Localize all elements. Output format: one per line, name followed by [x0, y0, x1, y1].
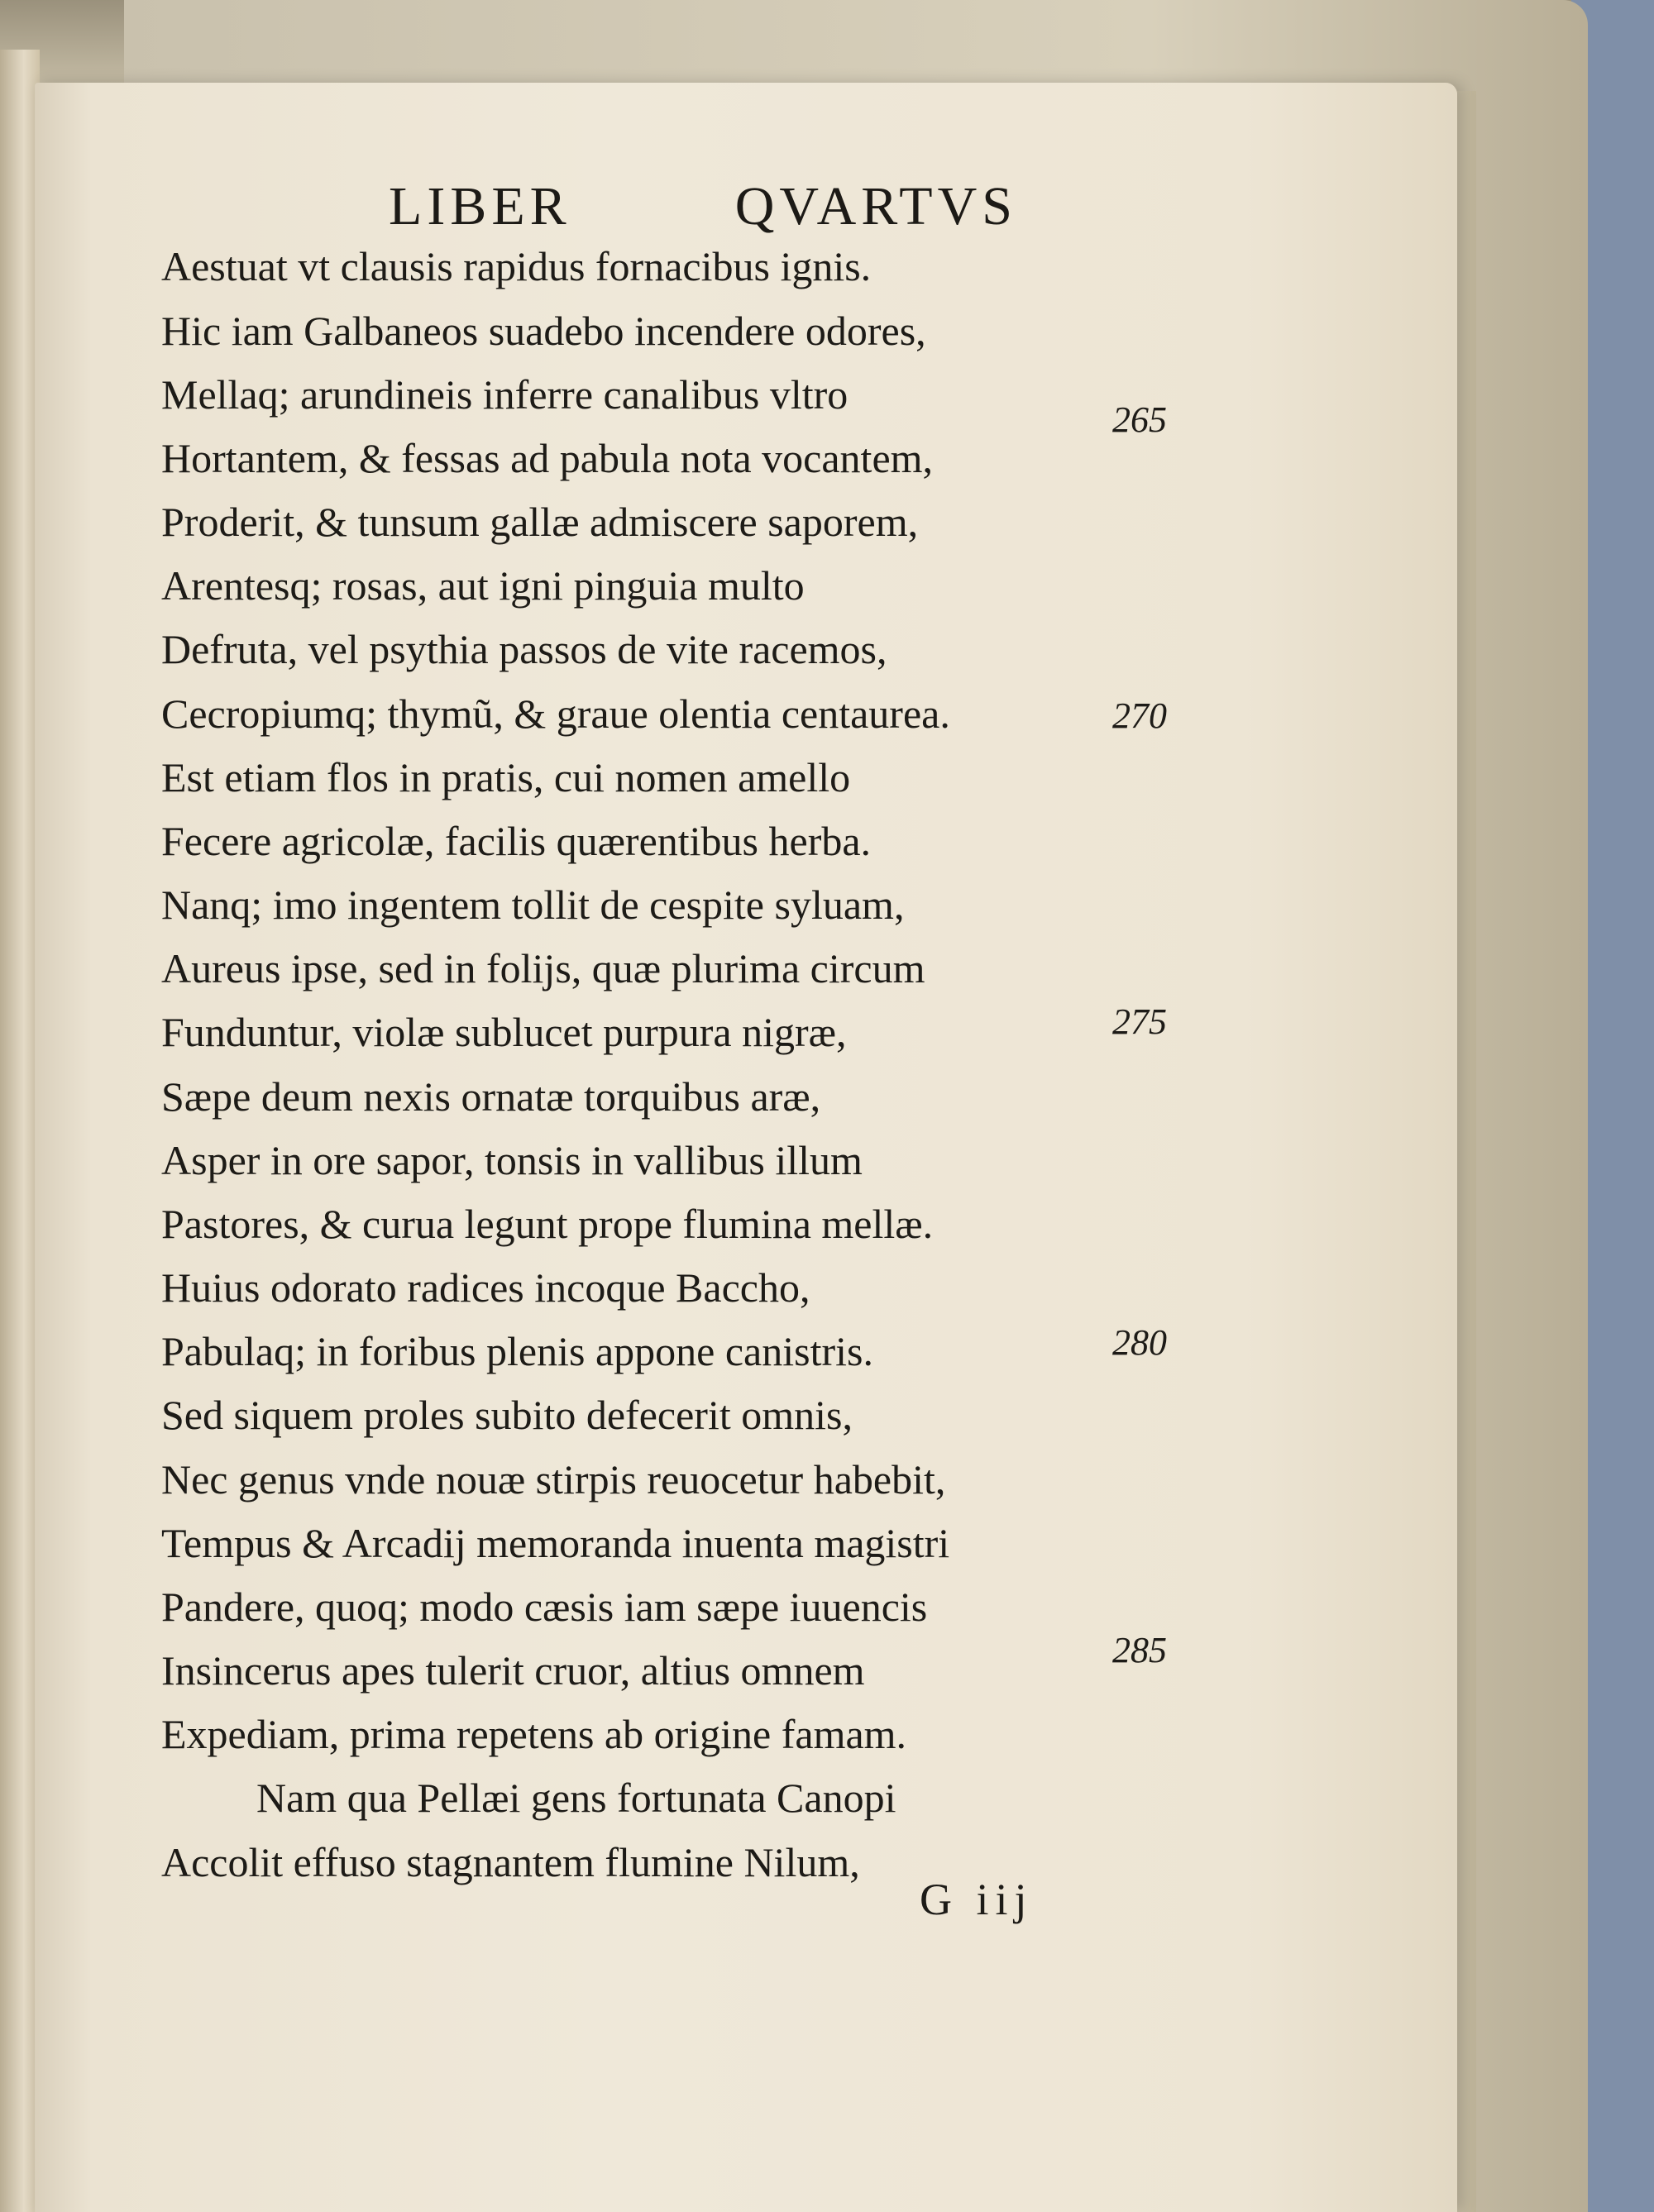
signature-mark: G iij — [920, 1875, 1034, 1924]
verse-line: Tempus & Arcadij memoranda inuenta magistri — [161, 1520, 950, 1566]
facing-page-edge — [0, 50, 40, 2212]
verse-line: Pastores, & curua legunt prope flumina mellæ. — [161, 1201, 934, 1247]
verse-line: Huius odorato radices incoque Baccho, — [161, 1264, 810, 1311]
verse-line: Expediam, prima repetens ab origine famam. — [161, 1711, 907, 1757]
line-number: 265 — [1112, 399, 1167, 440]
verse-line: Nam qua Pellæi gens fortunata Canopi — [256, 1775, 896, 1821]
line-number: 285 — [1112, 1630, 1167, 1670]
verse-line: Nanq; imo ingentem tollit de cespite syluam, — [161, 881, 905, 928]
line-number: 280 — [1112, 1322, 1167, 1363]
line-number: 275 — [1112, 1001, 1167, 1042]
verse-line: Asper in ore sapor, tonsis in vallibus illum — [161, 1137, 863, 1183]
verse-line: Fecere agricolæ, facilis quærentibus herba. — [161, 818, 872, 864]
verse-line: Insincerus apes tulerit cruor, altius omnem — [161, 1647, 865, 1694]
verse-line: Est etiam flos in pratis, cui nomen amello — [161, 754, 851, 800]
verse-line: Nec genus vnde nouæ stirpis reuocetur habebit, — [161, 1456, 946, 1503]
verse-line: Defruta, vel psythia passos de vite racemos, — [161, 626, 887, 672]
verse-line: Sed siquem proles subito defecerit omnis, — [161, 1392, 853, 1438]
verse-line: Pandere, quoq; modo cæsis iam sæpe iuuencis — [161, 1584, 928, 1630]
verse-line: Pabulaq; in foribus plenis appone canistris. — [161, 1328, 873, 1374]
running-head-right: QVARTVS — [734, 176, 1017, 236]
verse-line: Cecropiumq; thymũ, & graue olentia centaurea. — [161, 690, 950, 737]
running-head — [389, 170, 1017, 244]
verse-line: Accolit effuso stagnantem flumine Nilum, — [161, 1839, 860, 1885]
running-head-left: LIBER — [389, 176, 571, 236]
verse-line: Hic iam Galbaneos suadebo incendere odores, — [161, 308, 926, 354]
verse-line: Sæpe deum nexis ornatæ torquibus aræ, — [161, 1073, 821, 1120]
verse-line: Aureus ipse, sed in folijs, quæ plurima circum — [161, 945, 925, 991]
line-number: 270 — [1112, 695, 1167, 736]
verse-line: Proderit, & tunsum gallæ admiscere saporem, — [161, 499, 919, 545]
verse-line: Mellaq; arundineis inferre canalibus vltro — [161, 371, 849, 418]
verse-line: Funduntur, violæ sublucet purpura nigræ, — [161, 1009, 847, 1055]
verse-line: Hortantem, & fessas ad pabula nota vocantem, — [161, 435, 934, 481]
verse-line: Aestuat vt clausis rapidus fornacibus ignis. — [161, 243, 872, 289]
verse-line: Arentesq; rosas, aut igni pinguia multo — [161, 562, 805, 609]
